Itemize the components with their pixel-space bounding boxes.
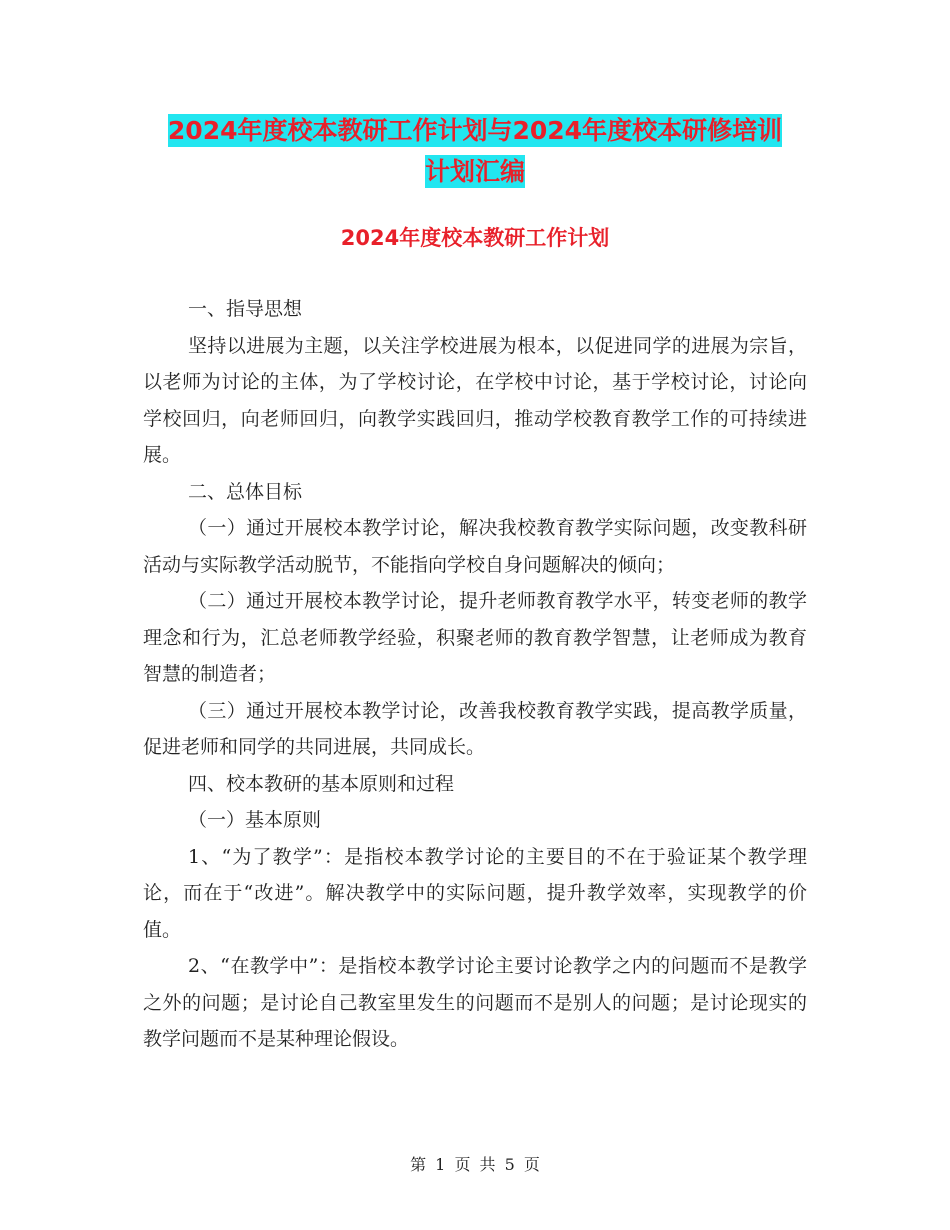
paragraph-goal-2: （二）通过开展校本教学讨论，提升老师教育教学水平，转变老师的教学理念和行为，汇总老师教学经验，积聚老师的教育教学智慧，让老师成为教育智慧的制造者； xyxy=(143,590,807,685)
document-title-line-2: 计划汇编 xyxy=(424,157,525,186)
heading-overall-goals: 二、总体目标 xyxy=(188,480,303,503)
paragraph-principle-2: 2、“在教学中”：是指校本教学讨论主要讨论教学之内的问题而不是教学之外的问题；是讨论自己教室里发生的问题而不是别人的问题；是讨论现实的教学问题而不是某种理论假设。 xyxy=(143,955,807,1050)
paragraph-goal-1: （一）通过开展校本教学讨论，解决我校教育教学实际问题，改变教科研活动与实际教学活动脱节，不能指向学校自身问题解决的倾向； xyxy=(143,517,807,576)
document-title xyxy=(143,111,807,151)
paragraph-guiding-ideology: 坚持以进展为主题，以关注学校进展为根本，以促进同学的进展为宗旨，以老师为讨论的主体，为了学校讨论，在学校中讨论，基于学校讨论，讨论向学校回归，向老师回归，向教学实践回归，推动学校教育教学工作的可持续进展。 xyxy=(143,334,807,466)
document-body xyxy=(143,291,807,1058)
heading-basic-principles-process: 四、校本教研的基本原则和过程 xyxy=(188,772,455,795)
section-title: 2024年度校本教研工作计划 xyxy=(340,226,610,250)
paragraph-goal-3: （三）通过开展校本教学讨论，改善我校教育教学实践，提高教学质量，促进老师和同学的共同进展，共同成长。 xyxy=(143,699,807,758)
document-title-line-1: 2024年度校本教研工作计划与2024年度校本研修培训 xyxy=(167,116,783,145)
heading-guiding-ideology: 一、指导思想 xyxy=(188,298,303,320)
subheading-basic-principles: （一）基本原则 xyxy=(188,809,322,831)
paragraph-principle-1: 1、“为了教学”：是指校本教学讨论的主要目的不在于验证某个教学理论，而在于“改进”。解决教学中的实际问题，提升教学效率，实现教学的价值。 xyxy=(143,845,807,941)
page-footer: 第 1 页 共 5 页 xyxy=(410,1155,540,1174)
document-title-continued xyxy=(143,152,807,192)
